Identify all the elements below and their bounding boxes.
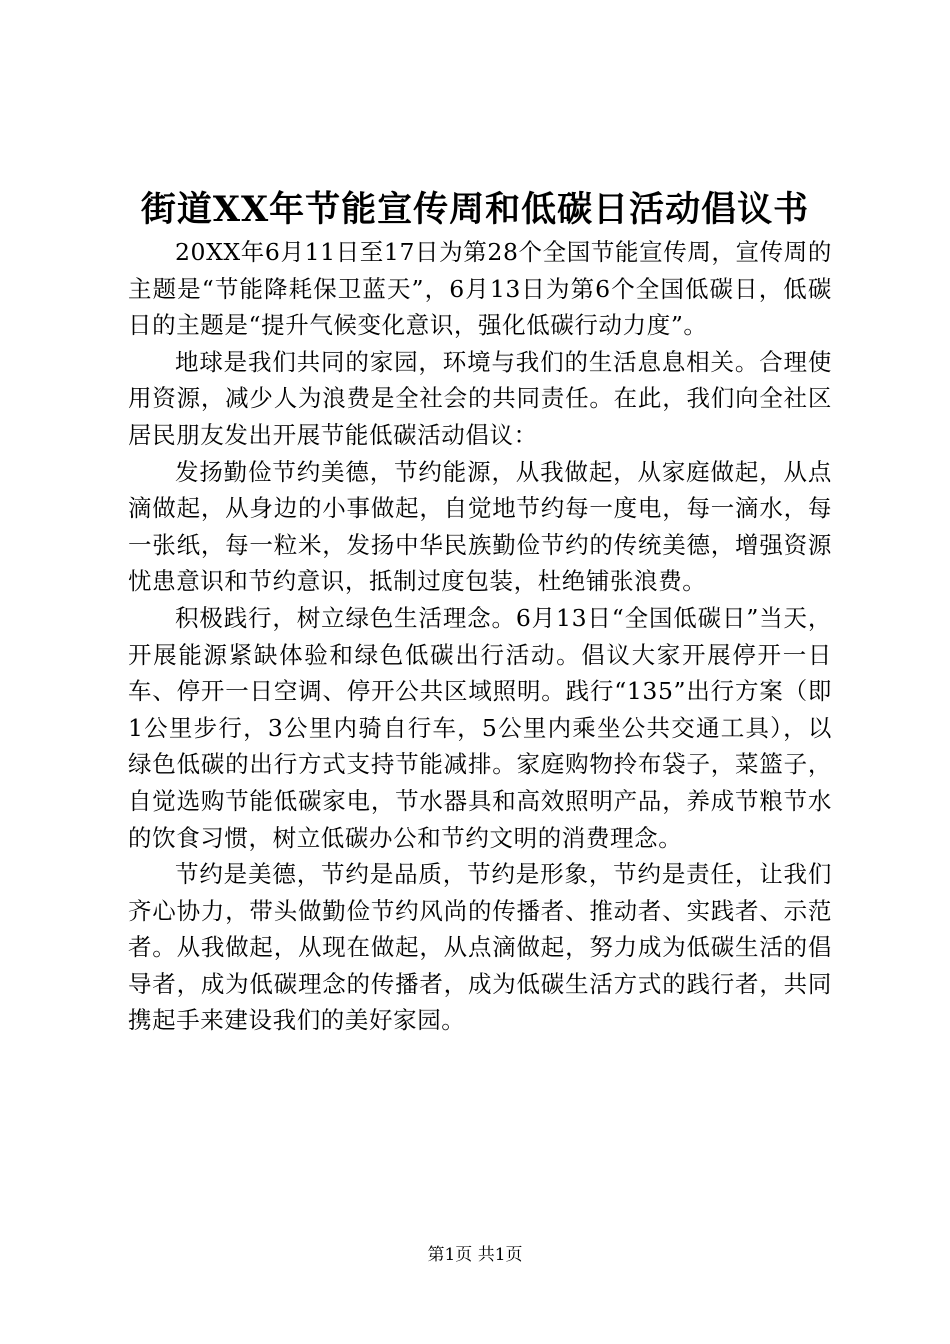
document-title: 街道XX年节能宣传周和低碳日活动倡议书 [140,189,810,230]
paragraph-5: 节约是美德，节约是品质，节约是形象，节约是责任，让我们齐心协力，带头做勤俭节约风尚的传播者、推动者、实践者、示范者。从我做起，从现在做起，从点滴做起，努力成为低碳生活的倡导者，成为低碳理念的传播者，成为低碳生活方式的践行者，共同携起手来建设我们的美好家园。 [128,860,832,1035]
paragraph-2: 地球是我们共同的家园，环境与我们的生活息息相关。合理使用资源，减少人为浪费是全社会的共同责任。在此，我们向全社区居民朋友发出开展节能低碳活动倡议： [128,347,832,449]
paragraph-4: 积极践行，树立绿色生活理念。6月13日“全国低碳日”当天，开展能源紧缺体验和绿色低碳出行活动。倡议大家开展停开一日车、停开一日空调、停开公共区域照明。践行“135”出行方案（即1公里步行，3公里内骑自行车，5公里内乘坐公共交通工具），以绿色低碳的出行方式支持节能减排。家庭购物拎布袋子，菜篮子，自觉选购节能低碳家电，节水器具和高效照明产品，养成节粮节水的饮食习惯，树立低碳办公和节约文明的消费理念。 [128,603,832,852]
paragraph-1: 20XX年6月11日至17日为第28个全国节能宣传周，宣传周的主题是“节能降耗保卫蓝天”，6月13日为第6个全国低碳日，低碳日的主题是“提升气候变化意识，强化低碳行动力度”。 [128,238,832,340]
page-footer: 第1页 共1页 [427,1245,523,1265]
paragraph-3: 发扬勤俭节约美德，节约能源，从我做起，从家庭做起，从点滴做起，从身边的小事做起，自觉地节约每一度电，每一滴水，每一张纸，每一粒米，发扬中华民族勤俭节约的传统美德，增强资源忧患意识和节约意识，抵制过度包装，杜绝铺张浪费。 [128,457,832,596]
document-body [128,234,832,1039]
